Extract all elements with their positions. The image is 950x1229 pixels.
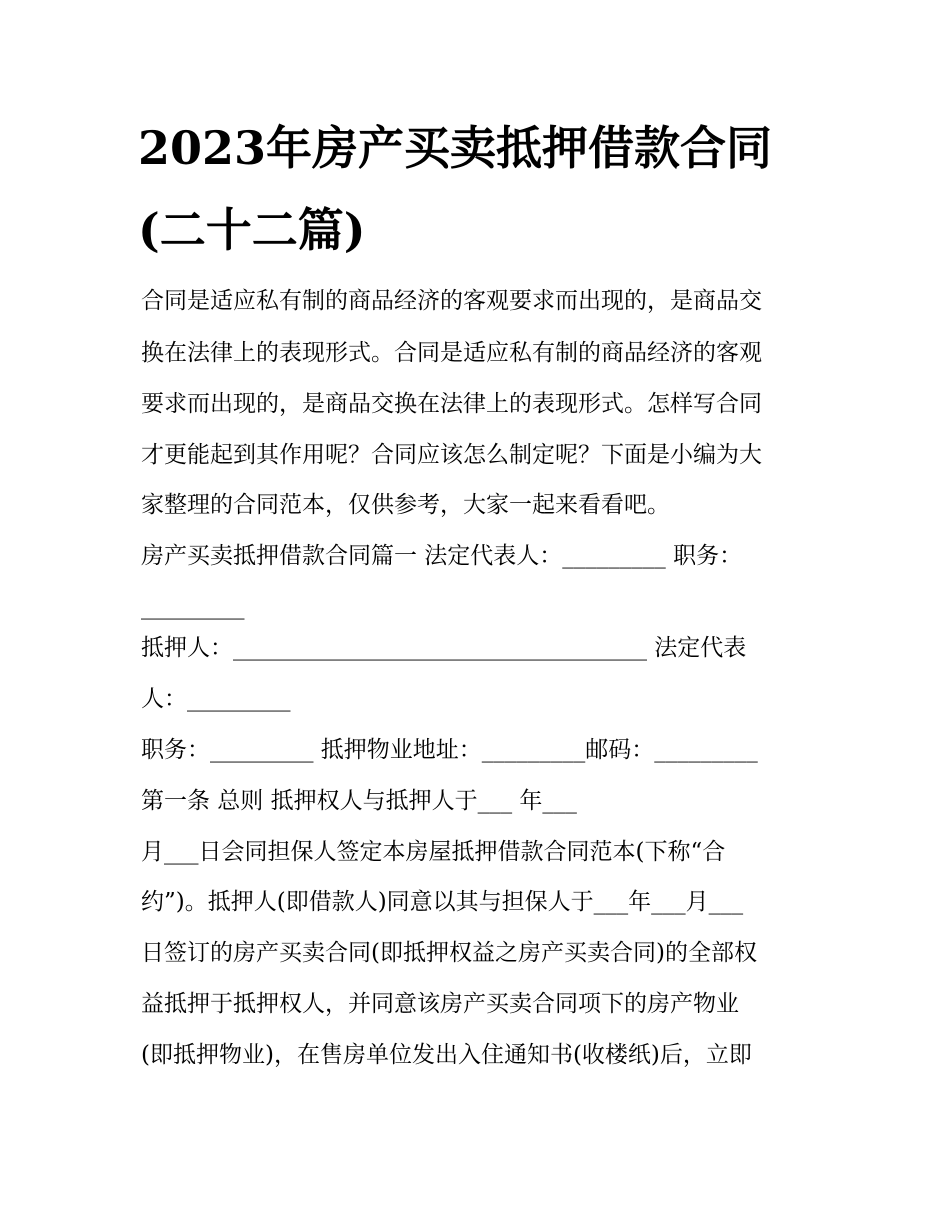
intro-line-4: 才更能起到其作用呢？合同应该怎么制定呢？下面是小编为大 bbox=[141, 442, 762, 468]
document-title-line-2: (二十二篇) bbox=[138, 203, 366, 257]
article-line-1: 第一条 总则 抵押权人与抵押人于___ 年___ bbox=[141, 788, 577, 814]
mortgagor-line: 抵押人：____________________________________ 法定代表 bbox=[141, 635, 747, 661]
address-line: 职务：_________ 抵押物业地址：_________邮码：_________ bbox=[141, 737, 758, 763]
intro-line-3: 要求而出现的，是商品交换在法律上的表现形式。怎样写合同 bbox=[141, 391, 762, 417]
position-blank-line: _________ bbox=[141, 594, 245, 620]
article-line-4: 日签订的房产买卖合同(即抵押权益之房产买卖合同)的全部权 bbox=[141, 940, 757, 966]
intro-line-1: 合同是适应私有制的商品经济的客观要求而出现的，是商品交 bbox=[141, 288, 762, 314]
intro-line-5: 家整理的合同范本，仅供参考，大家一起来看看吧。 bbox=[141, 492, 670, 518]
legal-rep-line: 房产买卖抵押借款合同篇一 法定代表人：_________ 职务： bbox=[141, 543, 743, 569]
intro-line-2: 换在法律上的表现形式。合同是适应私有制的商品经济的客观 bbox=[141, 340, 762, 366]
article-line-6: (即抵押物业)，在售房单位发出入住通知书(收楼纸)后，立即 bbox=[141, 1042, 752, 1068]
legal-rep-blank-line: 人：_________ bbox=[141, 686, 291, 712]
article-line-3: 约”)。抵押人(即借款人)同意以其与担保人于___年___月___ bbox=[141, 889, 744, 915]
document-title-line-1: 2023年房产买卖抵押借款合同 bbox=[138, 121, 773, 175]
article-line-2: 月___日会同担保人签定本房屋抵押借款合同范本(下称“合 bbox=[141, 839, 726, 865]
article-line-5: 益抵押于抵押权人，并同意该房产买卖合同项下的房产物业 bbox=[141, 991, 739, 1017]
